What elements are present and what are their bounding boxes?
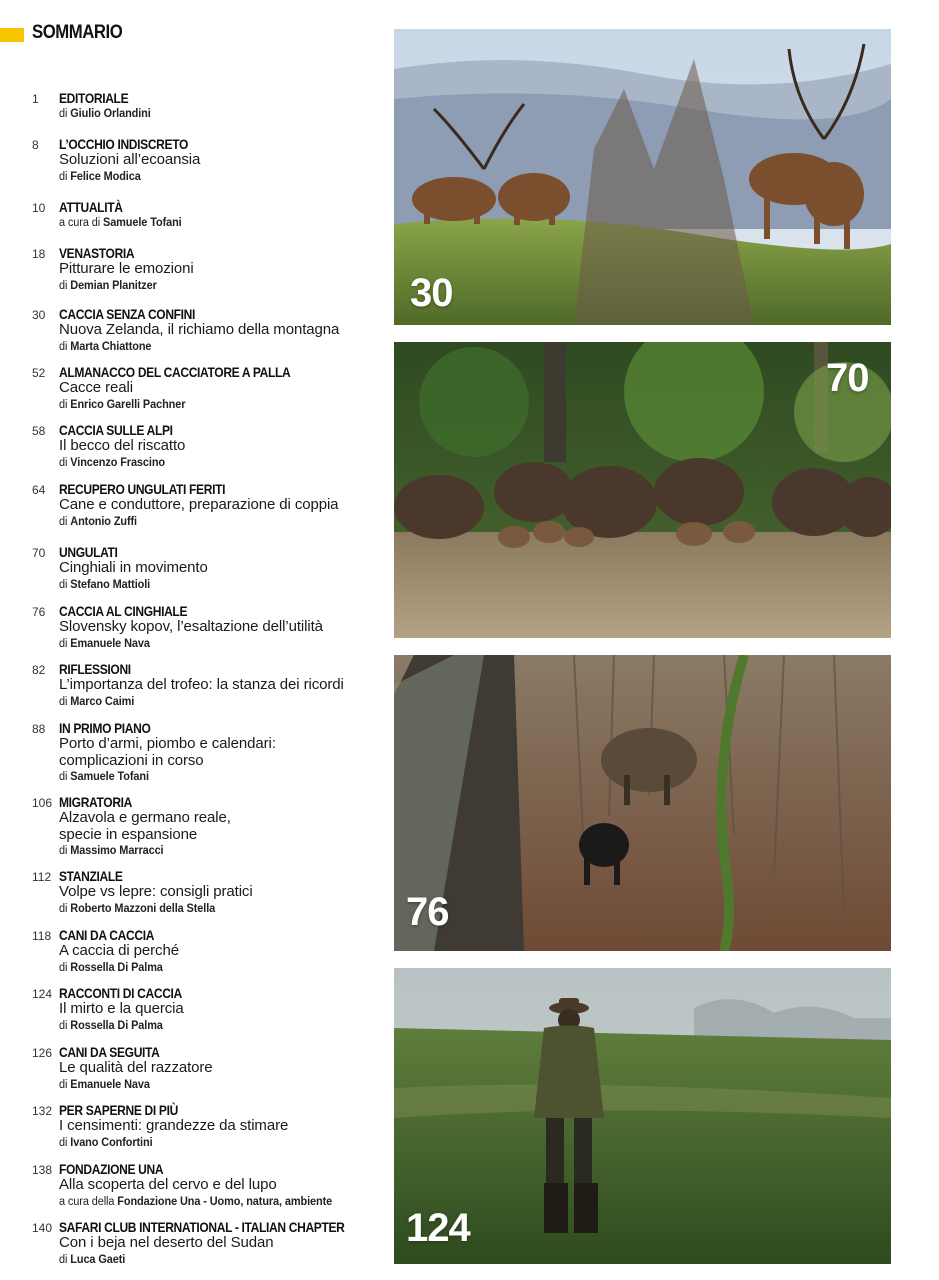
entry-page-number: 106 bbox=[32, 796, 53, 810]
entry-page-number: 140 bbox=[32, 1221, 53, 1235]
entry-author: Stefano Mattioli bbox=[70, 578, 151, 591]
entry-section: IN PRIMO PIANO bbox=[59, 720, 151, 736]
photo-page-label: 76 bbox=[406, 890, 449, 934]
entry-page-number: 52 bbox=[32, 366, 46, 380]
entry-subtitle: Il mirto e la quercia bbox=[59, 1000, 184, 1017]
entry-byline bbox=[59, 1252, 363, 1268]
entry-section: ALMANACCO DEL CACCIATORE A PALLA bbox=[59, 364, 291, 380]
entry-section: VENASTORIA bbox=[59, 245, 135, 261]
entry-subtitle: Il becco del riscatto bbox=[59, 437, 186, 454]
entry-section: ATTUALITÀ bbox=[59, 199, 123, 215]
entry-section: STANZIALE bbox=[59, 868, 123, 884]
entry-author: Vincenzo Frascino bbox=[70, 456, 165, 469]
entry-section: CACCIA AL CINGHIALE bbox=[59, 603, 188, 619]
entry-by-prefix: di bbox=[59, 961, 68, 974]
entry-by-prefix: di bbox=[59, 845, 68, 857]
entry-by-prefix: di bbox=[59, 1019, 68, 1032]
entry-page-number: 126 bbox=[32, 1046, 53, 1060]
entry-byline bbox=[59, 106, 363, 122]
entry-author: Emanuele Nava bbox=[70, 637, 150, 650]
entry-by-prefix: di bbox=[59, 170, 68, 183]
entry-subtitle: Porto d’armi, piombo e calendari: bbox=[59, 735, 276, 752]
entry-byline bbox=[59, 1077, 363, 1093]
entry-byline bbox=[59, 339, 363, 355]
entry-subtitle-line-2: specie in espansione bbox=[59, 825, 198, 843]
entry-page-number: 124 bbox=[32, 987, 53, 1001]
entry-subtitle: Nuova Zelanda, il richiamo della montagna bbox=[59, 321, 340, 338]
entry-subtitle: Volpe vs lepre: consigli pratici bbox=[59, 883, 253, 900]
entry-byline bbox=[59, 901, 363, 917]
entry-byline bbox=[59, 215, 363, 231]
photo-boar-and-dog[interactable] bbox=[394, 655, 891, 951]
entry-subtitle: Alzavola e germano reale, bbox=[59, 809, 231, 826]
entry-subtitle: Soluzioni all’ecoansia bbox=[59, 151, 201, 168]
entry-section: UNGULATI bbox=[59, 544, 118, 560]
entry-by-prefix: a cura di bbox=[59, 217, 101, 229]
entry-subtitle: Le qualità del razzatore bbox=[59, 1059, 213, 1076]
entry-section: RACCONTI DI CACCIA bbox=[59, 985, 182, 1001]
entry-by-prefix: di bbox=[59, 578, 68, 591]
entry-author: Marta Chiattone bbox=[70, 340, 152, 353]
entry-author: Emanuele Nava bbox=[70, 1078, 150, 1091]
entry-section: SAFARI CLUB INTERNATIONAL - ITALIAN CHAPTER bbox=[59, 1219, 345, 1235]
entry-by-prefix: di bbox=[59, 1136, 68, 1149]
photo-page-label: 30 bbox=[410, 271, 453, 315]
entry-subtitle: Cacce reali bbox=[59, 379, 133, 396]
entry-byline bbox=[59, 1135, 363, 1151]
entry-subtitle: Con i beja nel deserto del Sudan bbox=[59, 1234, 274, 1251]
entry-page-number: 138 bbox=[32, 1163, 53, 1177]
photo-deer-herd[interactable] bbox=[394, 29, 891, 325]
entry-page-number: 1 bbox=[32, 92, 39, 106]
entry-author: Ivano Confortini bbox=[70, 1136, 153, 1149]
entry-page-number: 64 bbox=[32, 483, 46, 497]
entry-section: MIGRATORIA bbox=[59, 794, 133, 810]
entry-author: Antonio Zuffi bbox=[70, 515, 138, 528]
entry-section: CACCIA SULLE ALPI bbox=[59, 422, 173, 438]
entry-page-number: 88 bbox=[32, 722, 46, 736]
page-title: SOMMARIO bbox=[32, 22, 123, 43]
entry-page-number: 18 bbox=[32, 247, 46, 261]
entry-section: PER SAPERNE DI PIÙ bbox=[59, 1102, 178, 1118]
entry-by-prefix: di bbox=[59, 279, 68, 292]
photo-page-label: 70 bbox=[826, 356, 869, 400]
entry-byline bbox=[59, 769, 363, 785]
entry-section: CANI DA CACCIA bbox=[59, 927, 155, 943]
entry-byline bbox=[59, 169, 363, 185]
entry-author: Fondazione Una - Uomo, natura, ambiente bbox=[117, 1195, 333, 1208]
boar-dog-illustration bbox=[394, 655, 891, 951]
entry-byline bbox=[59, 397, 363, 413]
entry-by-prefix: di bbox=[59, 771, 68, 783]
photo-page-label: 124 bbox=[406, 1206, 470, 1250]
entry-page-number: 70 bbox=[32, 546, 46, 560]
table-of-contents bbox=[0, 0, 385, 1280]
photo-hunter-in-field[interactable] bbox=[394, 968, 891, 1264]
entry-subtitle: Cane e conduttore, preparazione di coppia bbox=[59, 496, 339, 513]
entry-byline bbox=[59, 455, 363, 471]
entry-by-prefix: di bbox=[59, 695, 68, 708]
entry-by-prefix: di bbox=[59, 1253, 68, 1266]
entry-page-number: 76 bbox=[32, 605, 46, 619]
entry-author: Rossella Di Palma bbox=[70, 1019, 163, 1032]
deer-illustration bbox=[394, 29, 891, 325]
entry-author: Marco Caimi bbox=[70, 695, 135, 708]
entry-author: Roberto Mazzoni della Stella bbox=[70, 902, 216, 915]
photo-wild-boars[interactable] bbox=[394, 342, 891, 638]
entry-page-number: 118 bbox=[32, 929, 52, 943]
entry-subtitle: Slovensky kopov, l’esaltazione dell’utilità bbox=[59, 618, 323, 635]
entry-byline bbox=[59, 960, 363, 976]
entry-byline bbox=[59, 577, 363, 593]
entry-author: Samuele Tofani bbox=[70, 771, 149, 783]
entry-subtitle-line-2: complicazioni in corso bbox=[59, 751, 204, 769]
entry-page-number: 112 bbox=[32, 870, 52, 884]
entry-section: CANI DA SEGUITA bbox=[59, 1044, 160, 1060]
entry-author: Giulio Orlandini bbox=[70, 108, 151, 120]
entry-author: Massimo Marracci bbox=[70, 845, 164, 857]
entry-by-prefix: di bbox=[59, 902, 68, 915]
entry-author: Rossella Di Palma bbox=[70, 961, 163, 974]
boars-illustration bbox=[394, 342, 891, 638]
entry-byline bbox=[59, 1194, 363, 1210]
entry-page-number: 30 bbox=[32, 308, 46, 322]
entry-byline bbox=[59, 514, 363, 530]
entry-subtitle: Pitturare le emozioni bbox=[59, 260, 194, 277]
entry-section: L’OCCHIO INDISCRETO bbox=[59, 136, 189, 152]
entry-page-number: 132 bbox=[32, 1104, 53, 1118]
entry-byline bbox=[59, 636, 363, 652]
entry-subtitle: I censimenti: grandezze da stimare bbox=[59, 1117, 289, 1134]
entry-author: Enrico Garelli Pachner bbox=[70, 398, 186, 411]
entry-by-prefix: a cura della bbox=[59, 1195, 115, 1208]
entry-by-prefix: di bbox=[59, 108, 68, 120]
entry-author: Samuele Tofani bbox=[103, 217, 182, 229]
entry-page-number: 82 bbox=[32, 663, 46, 677]
entry-byline bbox=[59, 843, 363, 859]
entry-by-prefix: di bbox=[59, 340, 68, 353]
entry-section: RIFLESSIONI bbox=[59, 661, 131, 677]
entry-section: EDITORIALE bbox=[59, 90, 129, 106]
entry-page-number: 10 bbox=[32, 201, 46, 215]
entry-byline bbox=[59, 1018, 363, 1034]
entry-byline bbox=[59, 278, 363, 294]
entry-by-prefix: di bbox=[59, 456, 68, 469]
entry-byline bbox=[59, 694, 363, 710]
entry-section: FONDAZIONE UNA bbox=[59, 1161, 164, 1177]
entry-page-number: 58 bbox=[32, 424, 46, 438]
entry-author: Felice Modica bbox=[70, 170, 141, 183]
entry-by-prefix: di bbox=[59, 398, 68, 411]
entry-subtitle: A caccia di perché bbox=[59, 942, 179, 959]
entry-by-prefix: di bbox=[59, 637, 68, 650]
entry-by-prefix: di bbox=[59, 1078, 68, 1091]
entry-subtitle: Alla scoperta del cervo e del lupo bbox=[59, 1176, 277, 1193]
entry-section: CACCIA SENZA CONFINI bbox=[59, 306, 196, 322]
entry-by-prefix: di bbox=[59, 515, 68, 528]
entry-author: Demian Planitzer bbox=[70, 279, 157, 292]
entry-section: RECUPERO UNGULATI FERITI bbox=[59, 481, 226, 497]
entry-subtitle: L’importanza del trofeo: la stanza dei ricordi bbox=[59, 676, 344, 693]
entry-author: Luca Gaeti bbox=[70, 1253, 126, 1266]
entry-page-number: 8 bbox=[32, 138, 39, 152]
entry-subtitle: Cinghiali in movimento bbox=[59, 559, 208, 576]
